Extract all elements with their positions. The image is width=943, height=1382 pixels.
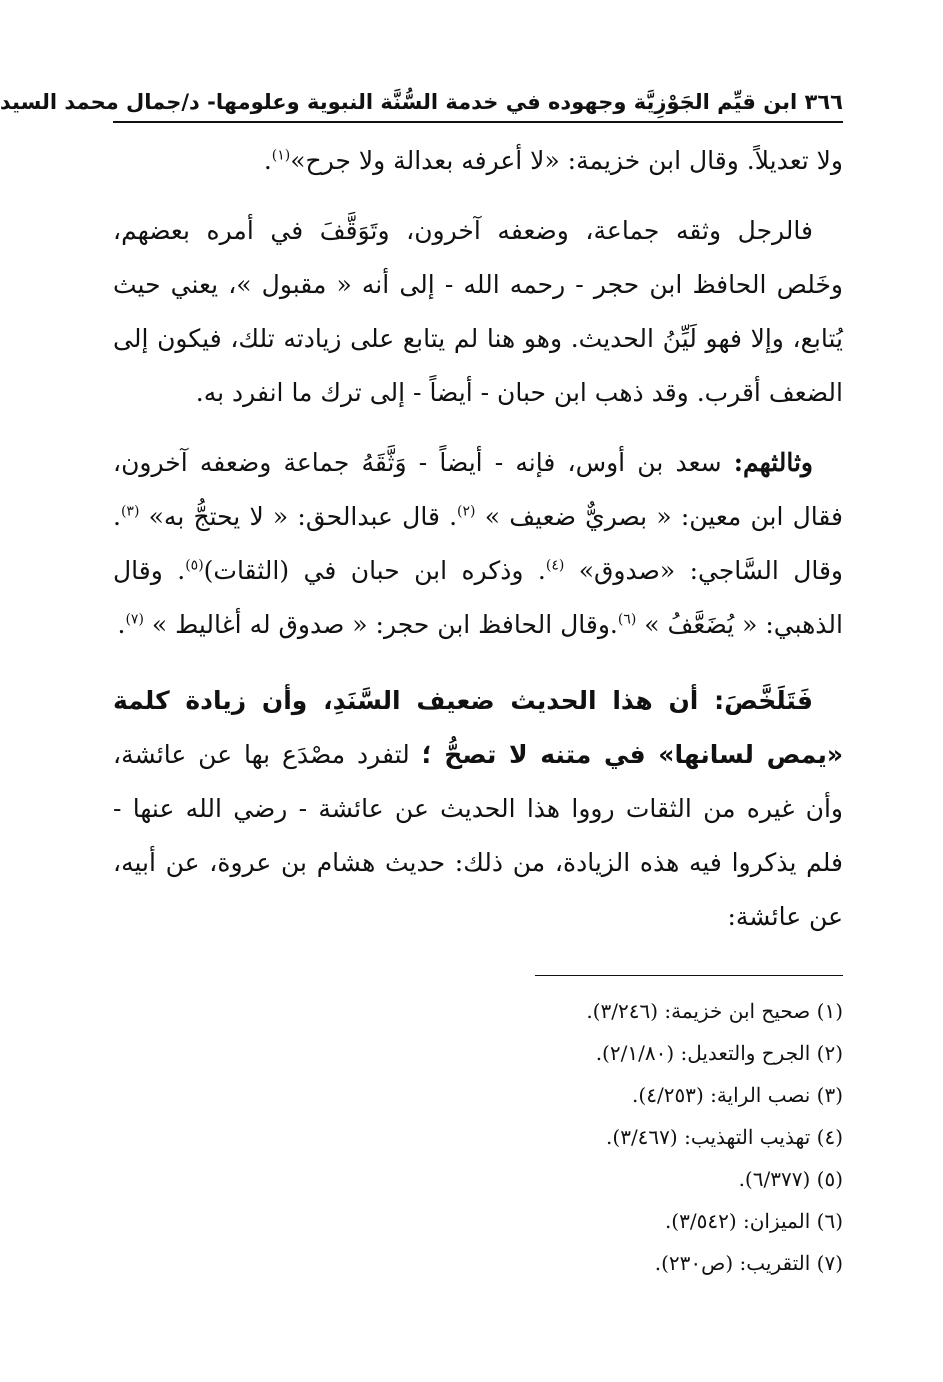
running-header: ٣٦٦ ابن قيِّم الجَوْزِيَّة وجهوده في خدمة السُّنَّة النبوية وعلومها- د/جمال محمد السيد xyxy=(0,90,843,114)
main-text xyxy=(113,134,843,944)
footnote-2: (٢) الجرح والتعديل: (٢/١/٨٠). xyxy=(595,1041,843,1065)
footnotes xyxy=(113,990,843,1284)
paragraph-3-text-g: . xyxy=(117,610,126,639)
paragraph-1 xyxy=(113,134,843,188)
paragraph-3-text-c: . وقال السَّاجي: «صدوق» xyxy=(113,502,843,585)
footnote-ref-4: (٤) xyxy=(545,557,565,574)
spacer xyxy=(113,652,843,674)
footnote-ref-5: (٥) xyxy=(185,557,204,574)
paragraph-3-text-e: . وقال الذهبي: « يُضَعَّفُ » xyxy=(113,556,843,639)
paragraph-1-end: . xyxy=(263,146,272,175)
footnote-7: (٧) التقريب: (ص٢٣٠). xyxy=(654,1251,843,1275)
paragraph-4 xyxy=(113,674,843,944)
spacer xyxy=(113,420,843,436)
footnote-ref-1: (١) xyxy=(271,147,291,164)
footnote-ref-2: (٢) xyxy=(457,503,476,520)
footnote-3: (٣) نصب الراية: (٤/٢٥٣). xyxy=(632,1083,843,1107)
paragraph-4-text: لتفرد مصْدَع بها عن عائشة، وأن غيره من الثقات رووا هذا الحديث عن عائشة - رضي الله عنها - فلم يذكروا فيه هذه الزيادة، من ذلك: حديث هشام بن عروة، عن أبيه، عن عائشة: xyxy=(113,740,843,931)
paragraph-3 xyxy=(113,436,843,652)
footnote-5: (٥) (٦/٣٧٧). xyxy=(738,1167,843,1191)
header-rule xyxy=(113,121,843,123)
footnote-ref-6: (٦) xyxy=(617,611,637,628)
footnote-4: (٤) تهذيب التهذيب: (٣/٤٦٧). xyxy=(606,1125,843,1149)
paragraph-1-text: ولا تعديلاً. وقال ابن خزيمة: «لا أعرفه بعدالة ولا جرح» xyxy=(290,146,843,175)
footnote-separator xyxy=(535,975,843,976)
footnote-ref-3: (٣) xyxy=(120,503,140,520)
paragraph-3-lead: وثالثهم: xyxy=(733,448,813,477)
paragraph-3-text-a: سعد بن أوس، فإنه - أيضاً - وَثَّقَهُ جماعة وضعفه آخرون، فقال ابن معين: « بصريٌّ ضعيف » xyxy=(113,448,843,531)
paragraph-3-text-f: .وقال الحافظ ابن حجر: « صدوق له أغاليط » xyxy=(143,610,618,639)
footnote-1: (١) صحيح ابن خزيمة: (٣/٢٤٦). xyxy=(586,999,843,1023)
spacer xyxy=(113,188,843,204)
footnote-6: (٦) الميزان: (٣/٥٤٢). xyxy=(664,1209,843,1233)
conclusion-heading: فَتَلَخَّصَ: أن هذا الحديث ضعيف السَّنَدِ، وأن زيادة كلمة «يمص لسانها» في متنه لا تصحُّ ؛ xyxy=(113,686,843,769)
footnote-ref-7: (٧) xyxy=(125,611,144,628)
paragraph-3-text-d: . وذكره ابن حبان في (الثقات) xyxy=(203,556,546,585)
paragraph-3-text-b: . قال عبدالحق: « لا يحتجُّ به» xyxy=(139,502,458,531)
paragraph-2: فالرجل وثقه جماعة، وضعفه آخرون، وتَوَقَّفَ في أمره بعضهم، وخَلص الحافظ ابن حجر - رحمه الله - إلى أنه « مقبول »، يعني حيث يُتابع، وإلا فهو لَيِّنُ الحديث. وهو هنا لم يتابع على زيادته تلك، فيكون إلى الضعف أقرب. وقد ذهب ابن حبان - أيضاً - إلى ترك ما انفرد به. xyxy=(113,216,843,407)
